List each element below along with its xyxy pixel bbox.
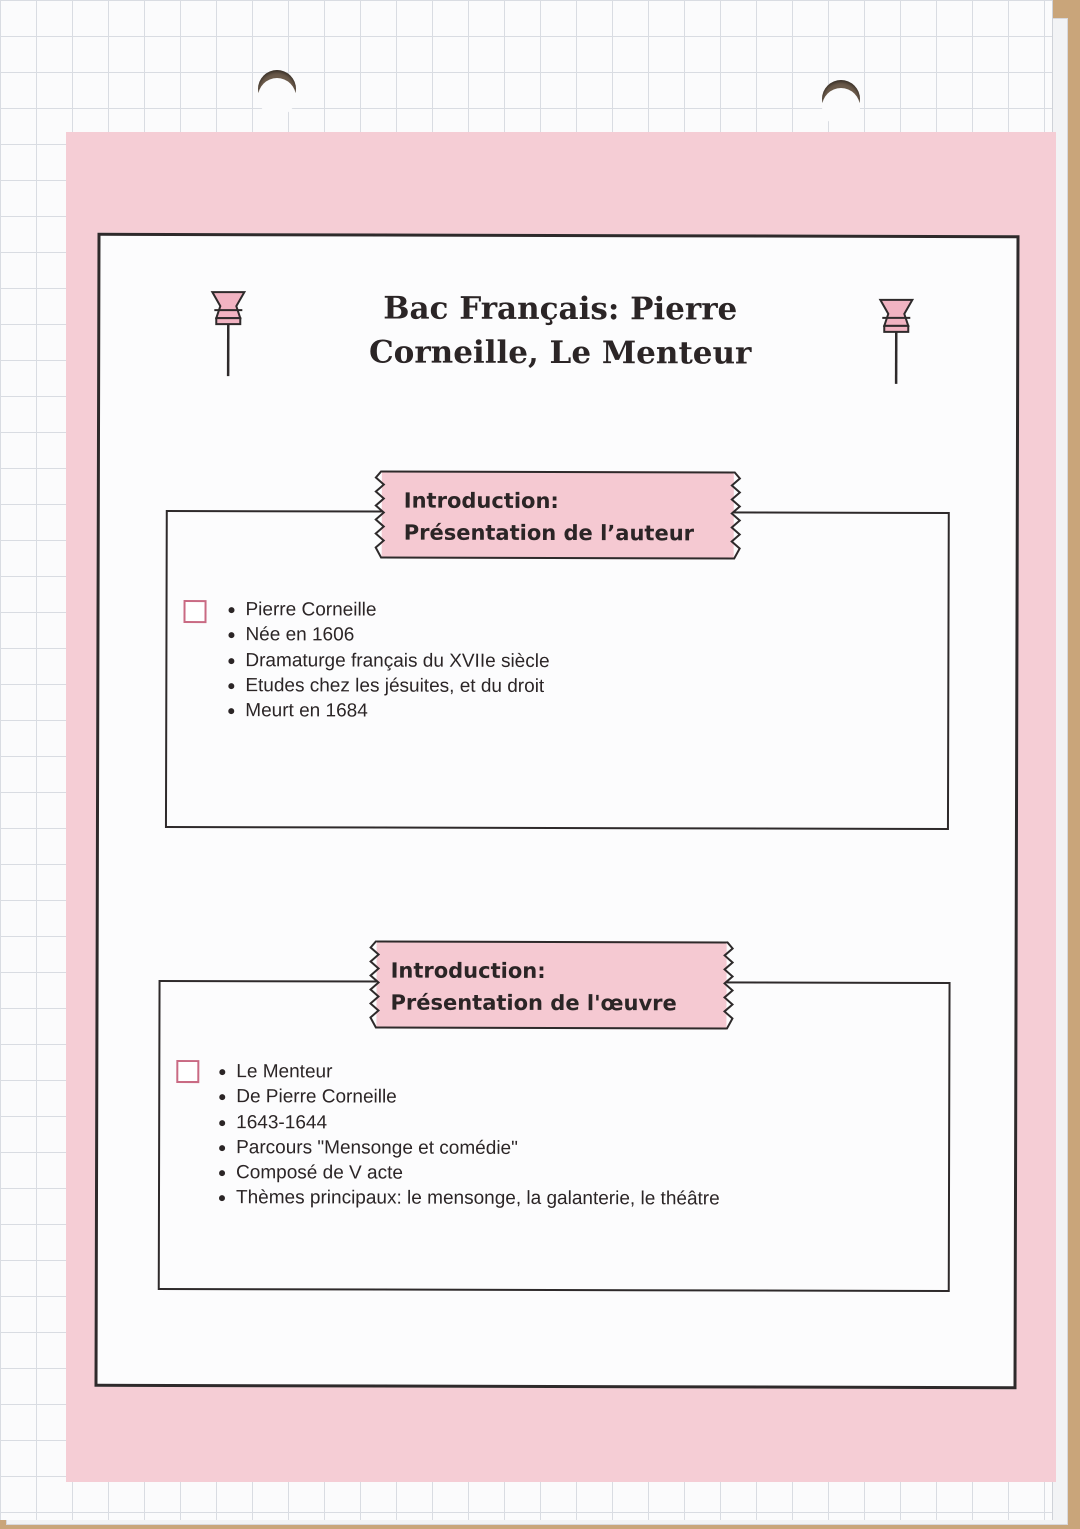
main-card [94, 233, 1019, 1389]
zigzag-edge [722, 941, 734, 1029]
list-item: Dramaturge français du XVIIe siècle [245, 648, 549, 674]
list-item: Pierre Corneille [245, 597, 549, 623]
zigzag-edge [368, 941, 380, 1029]
list-item: Parcours "Mensonge et comédie" [236, 1135, 720, 1162]
list-item: Composé de V acte [236, 1160, 720, 1187]
zigzag-edge [730, 471, 742, 559]
pushpin-icon [876, 296, 916, 388]
list-item: Thèmes principaux: le mensonge, la galanterie, le théâtre [236, 1186, 720, 1213]
work-list [218, 1059, 720, 1212]
checkbox[interactable] [176, 1060, 199, 1083]
list-item: De Pierre Corneille [236, 1084, 720, 1111]
section-heading: Introduction: Présentation de l’auteur [403, 488, 695, 546]
punch-hole-left [258, 70, 296, 108]
zigzag-edge [374, 471, 386, 559]
list-item: Meurt en 1684 [245, 698, 549, 724]
list-item: Le Menteur [236, 1059, 720, 1086]
page-title: Bac Français: Pierre Corneille, Le Menteur [368, 290, 752, 372]
punch-hole-right [822, 80, 860, 118]
list-item: Née en 1606 [245, 622, 549, 648]
section-heading-tab [376, 941, 726, 1030]
checkbox[interactable] [183, 600, 206, 623]
author-list [227, 597, 549, 724]
pushpin-icon [208, 288, 248, 380]
list-item: 1643-1644 [236, 1110, 720, 1137]
section-heading-tab [382, 471, 734, 560]
list-item: Etudes chez les jésuites, et du droit [245, 673, 549, 699]
section-heading: Introduction: Présentation de l'œuvre [390, 958, 677, 1016]
